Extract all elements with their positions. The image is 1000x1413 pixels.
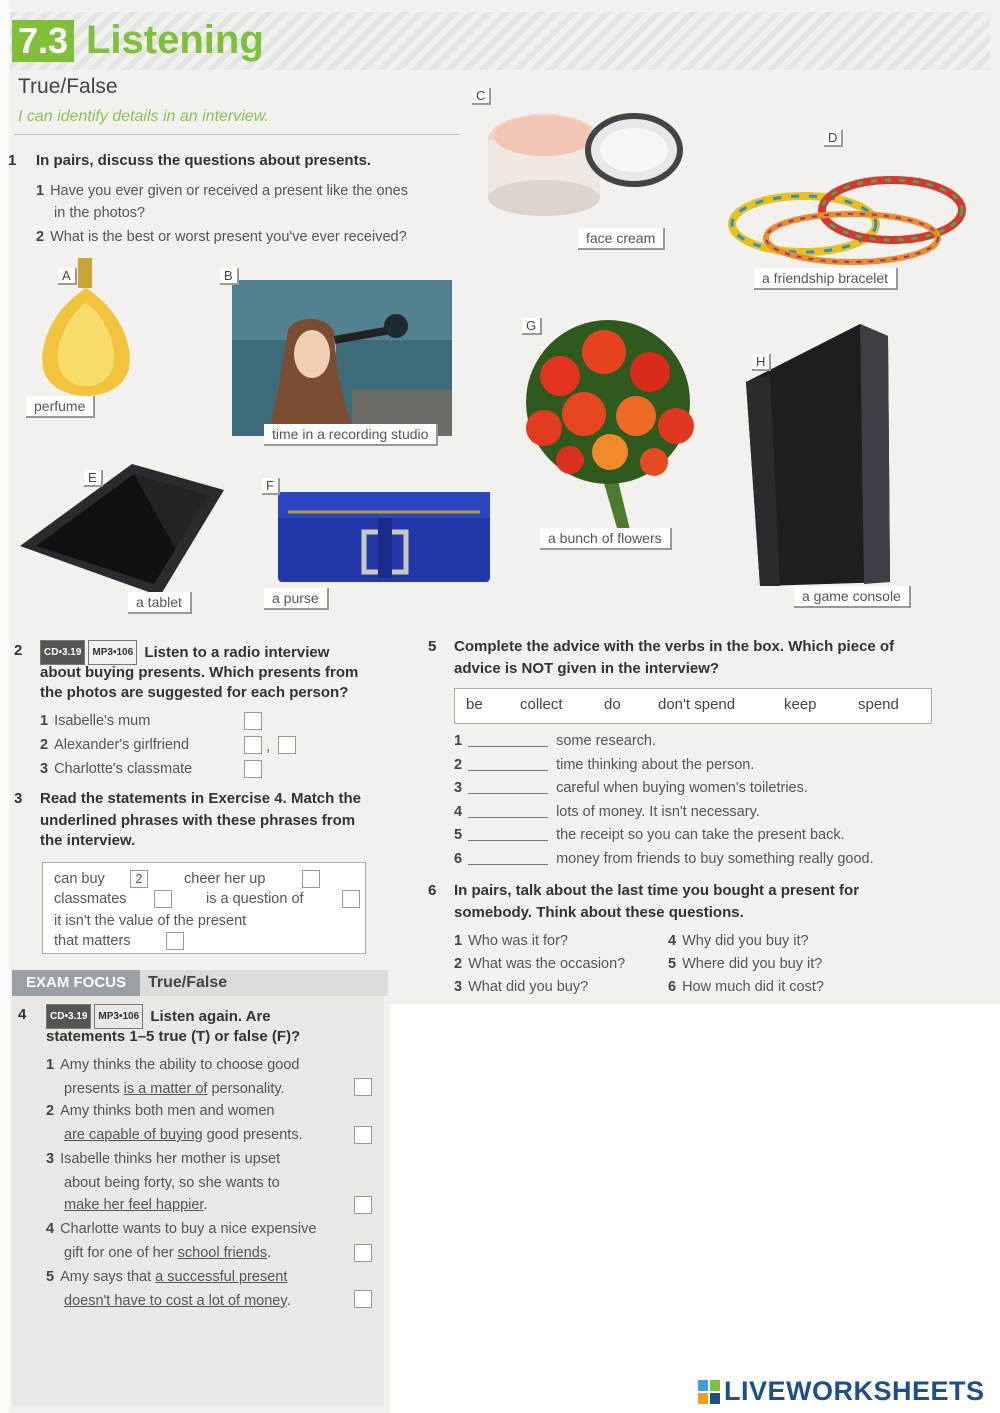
ex1-instruction: In pairs, discuss the questions about presents. [36, 152, 372, 169]
ex6-line1: In pairs, talk about the last time you bought a present for [454, 882, 860, 899]
ex2-item-1-num: 1 [40, 713, 49, 729]
ex4-s5-underlined-b: doesn't have to cost a lot of money [64, 1293, 287, 1309]
bracelet-photo [724, 146, 980, 274]
ex2-item-1-text: Isabelle's mum [54, 713, 151, 729]
ex4-s5-underlined-a: a successful present [155, 1269, 288, 1285]
ex3-line3: the interview. [40, 832, 136, 849]
cd-track-badge: CD•3.19 [46, 1004, 91, 1029]
verb-spend: spend [858, 696, 899, 713]
photo-c-letter: C [472, 88, 491, 105]
ex4-s4-pre: gift for one of her [64, 1245, 178, 1261]
photo-f-label: a purse [264, 588, 329, 610]
phrase-value-cont: that matters [54, 933, 131, 949]
ex1-q2 [36, 226, 407, 248]
ex5-item-2-num: 2 [454, 757, 463, 773]
section-title: True/False [18, 75, 118, 98]
verb-be: be [466, 696, 483, 713]
ex4-s5-cont [64, 1290, 291, 1312]
ex4-s5-num: 5 [46, 1269, 55, 1285]
photo-d-letter: D [824, 130, 843, 147]
perfume-photo [36, 254, 136, 410]
verb-keep: keep [784, 696, 817, 713]
photo-b-letter: B [220, 268, 239, 285]
ex2-item-2-num: 2 [40, 737, 49, 753]
phrase-question-of: is a question of [206, 891, 304, 907]
ex4-s1-cont [64, 1078, 285, 1100]
ex2-answer-box-2b[interactable] [278, 736, 296, 754]
unit-title: Listening [86, 18, 264, 62]
ex5-item-3 [454, 777, 808, 799]
ex5-item-3-num: 3 [454, 780, 463, 796]
ex6-number: 6 [428, 882, 437, 899]
phrase-value-box[interactable] [166, 932, 184, 950]
ex1-q1-text: Have you ever given or received a present like the ones [50, 183, 408, 199]
ex2-number: 2 [14, 642, 23, 659]
ex5-item-6-text: money from friends to buy something really good. [556, 851, 874, 867]
ex4-tf-box-2[interactable] [354, 1126, 372, 1144]
ex6-q4-text: Why did you buy it? [682, 933, 809, 949]
ex4-s4-a: Charlotte wants to buy a nice expensive [60, 1221, 317, 1237]
ex5-item-4-text: lots of money. It isn't necessary. [556, 804, 760, 820]
ex4-s2-cont [64, 1124, 303, 1146]
ex2-line1: Listen to a radio interview [144, 644, 330, 661]
ex5-item-5-num: 5 [454, 827, 463, 843]
ex5-item-6 [454, 848, 874, 870]
photo-d-label: a friendship bracelet [754, 268, 898, 290]
ex1-q1-cont: in the photos? [54, 205, 146, 221]
ex5-blank-2[interactable] [468, 770, 548, 771]
ex2-answer-box-2a[interactable] [244, 736, 262, 754]
ex3-line1: Read the statements in Exercise 4. Match the [40, 790, 361, 807]
photo-c-label: face cream [578, 228, 665, 250]
ex6-q2-text: What was the occasion? [468, 956, 626, 972]
ex6-q5 [668, 953, 822, 975]
ex4-s2-num: 2 [46, 1103, 55, 1119]
ex5-item-2 [454, 754, 754, 776]
ex6-q2-num: 2 [454, 956, 463, 972]
photo-b-label: time in a recording studio [264, 424, 438, 446]
phrase-classmates-box[interactable] [154, 890, 172, 908]
ex4-s3-a: Isabelle thinks her mother is upset [60, 1151, 281, 1167]
photo-e-letter: E [84, 470, 103, 487]
ex6-q6-text: How much did it cost? [682, 979, 824, 995]
ex2-answer-box-3[interactable] [244, 760, 262, 778]
liveworksheets-brand[interactable]: LIVEWORKSHEETS [724, 1376, 985, 1406]
ex5-blank-1[interactable] [468, 746, 548, 747]
phrase-value: it isn't the value of the present [54, 913, 247, 929]
ex1-number: 1 [8, 152, 17, 169]
ex6-q3-num: 3 [454, 979, 463, 995]
ex5-item-4-num: 4 [454, 804, 463, 820]
ex4-s5-post: . [286, 1293, 291, 1309]
ex6-q4-num: 4 [668, 933, 677, 949]
phrase-question-box[interactable] [342, 890, 360, 908]
scan-edge [0, 0, 10, 1413]
ex5-item-6-num: 6 [454, 851, 463, 867]
ex6-q1-num: 1 [454, 933, 463, 949]
unit-number: 7.3 [12, 20, 74, 62]
ex4-s3-underlined: make her feel happier [64, 1197, 204, 1213]
ex4-tf-box-4[interactable] [354, 1244, 372, 1262]
ex4-s2-post: good presents. [202, 1127, 303, 1143]
ex5-blank-4[interactable] [468, 817, 548, 818]
ex4-s3-cont [64, 1194, 207, 1216]
ex1-q1 [36, 180, 408, 202]
photo-a-letter: A [58, 268, 77, 285]
ex4-s4 [46, 1218, 316, 1240]
cd-track-badge: CD•3.19 [40, 640, 85, 665]
phrase-can-buy: can buy [54, 871, 105, 887]
ex3-number: 3 [14, 790, 23, 807]
ex6-q5-num: 5 [668, 956, 677, 972]
photo-g-letter: G [522, 318, 542, 335]
exam-focus-tag: EXAM FOCUS [12, 970, 140, 996]
ex4-s1-underlined: is a matter of [123, 1081, 208, 1097]
ex6-q1 [454, 930, 568, 952]
ex5-item-1 [454, 730, 656, 752]
ex6-q6-num: 6 [668, 979, 677, 995]
photo-g-label: a bunch of flowers [540, 528, 672, 550]
ex2-item-3-text: Charlotte's classmate [54, 761, 193, 777]
ex2-answer-box-1[interactable] [244, 712, 262, 730]
ex6-q3 [454, 976, 588, 998]
ex5-item-1-text: some research. [556, 733, 657, 749]
ex2-item-2-text: Alexander's girlfriend [54, 737, 190, 753]
ex4-s5 [46, 1266, 287, 1288]
ex4-number: 4 [18, 1006, 27, 1023]
phrase-can-buy-box[interactable]: 2 [130, 870, 148, 888]
ex3-line2: underlined phrases with these phrases from [40, 812, 356, 829]
ex6-q4 [668, 930, 809, 952]
phrase-cheer-box[interactable] [302, 870, 320, 888]
photo-e-label: a tablet [128, 592, 192, 614]
ex6-q5-text: Where did you buy it? [682, 956, 823, 972]
divider [14, 134, 460, 135]
mp3-track-badge: MP3•106 [88, 640, 137, 665]
can-do-statement: I can identify details in an interview. [18, 108, 269, 125]
ex4-line2: statements 1–5 true (T) or false (F)? [46, 1028, 301, 1045]
ex5-number: 5 [428, 638, 437, 655]
ex5-item-1-num: 1 [454, 733, 463, 749]
ex5-blank-6[interactable] [468, 864, 548, 865]
exam-focus-title: True/False [148, 974, 228, 991]
photo-a-label: perfume [26, 396, 95, 418]
ex4-s1-post: personality. [207, 1081, 285, 1097]
ex4-s3-post: . [203, 1197, 208, 1213]
tablet-photo [16, 460, 228, 600]
ex4-s1-a: Amy thinks the ability to choose good [60, 1057, 300, 1073]
ex4-s4-cont [64, 1242, 271, 1264]
ex6-q3-text: What did you buy? [468, 979, 589, 995]
blank-white-area [390, 1004, 1000, 1413]
ex2-line3: the photos are suggested for each person? [40, 684, 349, 701]
ex6-q2 [454, 953, 625, 975]
ex5-item-5-text: the receipt so you can take the present back. [556, 827, 845, 843]
ex6-q1-text: Who was it for? [468, 933, 568, 949]
ex4-tf-box-5[interactable] [354, 1290, 372, 1308]
ex6-line2: somebody. Think about these questions. [454, 904, 744, 921]
phrase-classmates: classmates [54, 891, 127, 907]
ex4-line1: Listen again. Are [150, 1008, 271, 1025]
ex2-item-2 [40, 734, 189, 756]
recording-studio-photo [232, 280, 452, 436]
ex2-comma: , [266, 739, 271, 755]
ex4-s3 [46, 1148, 280, 1170]
ex1-q1-num: 1 [36, 183, 45, 199]
verb-collect: collect [520, 696, 563, 713]
ex1-q2-num: 2 [36, 229, 45, 245]
ex4-s1-num: 1 [46, 1057, 55, 1073]
ex4-tf-box-3[interactable] [354, 1196, 372, 1214]
verb-dont-spend: don't spend [658, 696, 736, 713]
ex4-s3-b: about being forty, so she wants to [64, 1175, 280, 1191]
ex5-item-2-text: time thinking about the person. [556, 757, 755, 773]
ex4-s3-num: 3 [46, 1151, 55, 1167]
flowers-photo [500, 306, 716, 538]
ex2-item-1 [40, 710, 150, 732]
ex5-item-5 [454, 824, 845, 846]
phrase-cheer-her-up: cheer her up [184, 871, 266, 887]
photo-h-letter: H [752, 354, 771, 371]
ex5-item-3-text: careful when buying women's toiletries. [556, 780, 808, 796]
photo-f-letter: F [262, 478, 280, 495]
ex4-s2-underlined: are capable of buying [64, 1127, 203, 1143]
ex5-line1: Complete the advice with the verbs in the box. Which piece of [454, 638, 895, 655]
mp3-track-badge: MP3•106 [94, 1004, 143, 1029]
exam-focus-bar [12, 970, 388, 996]
ex5-blank-3[interactable] [468, 793, 548, 794]
ex5-item-4 [454, 801, 760, 823]
verb-do: do [604, 696, 621, 713]
ex5-blank-5[interactable] [468, 840, 548, 841]
ex4-tf-box-1[interactable] [354, 1078, 372, 1096]
ex6-q6 [668, 976, 824, 998]
ex2-item-3 [40, 758, 192, 780]
ex2-item-3-num: 3 [40, 761, 49, 777]
purse-photo [274, 488, 494, 586]
face-cream-photo [484, 92, 704, 222]
ex4-s4-num: 4 [46, 1221, 55, 1237]
ex4-s4-post: . [267, 1245, 272, 1261]
ex4-s1-pre: presents [64, 1081, 124, 1097]
ex1-q2-text: What is the best or worst present you've ever received? [50, 229, 407, 245]
liveworksheets-logo-icon [698, 1380, 720, 1404]
ex4-s2-a: Amy thinks both men and women [60, 1103, 275, 1119]
ex4-s1 [46, 1054, 299, 1076]
ex5-line2: advice is NOT given in the interview? [454, 660, 720, 677]
ex2-line2: about buying presents. Which presents from [40, 664, 359, 681]
ex4-s4-underlined: school friends [177, 1245, 268, 1261]
ex4-s5-pre: Amy says that [60, 1269, 156, 1285]
ex4-s2 [46, 1100, 274, 1122]
photo-h-label: a game console [794, 586, 911, 608]
